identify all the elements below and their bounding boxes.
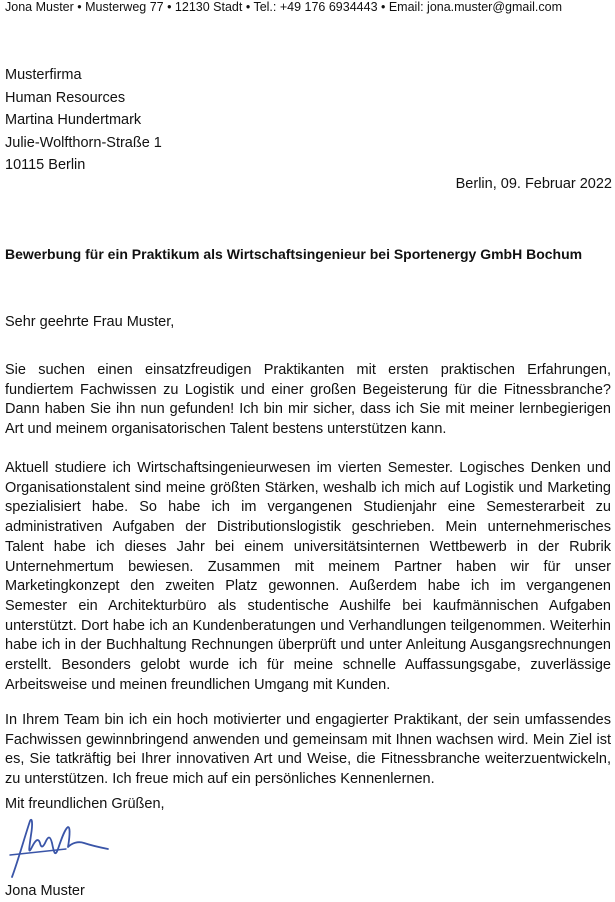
- closing: Mit freundlichen Grüßen,: [5, 796, 165, 812]
- signer-name: Jona Muster: [5, 883, 85, 899]
- body-paragraph-2: Aktuell studiere ich Wirtschaftsingenieurwesen im vierten Semester. Logisches Denken und Organisationstalent sind meine größten Stärken, weshalb ich mich auf Logistik und Marketing spezialisiert habe. So habe ich im vergangenen Studienjahr eine Semesterarbeit zu administrativen Aufgaben der Distributionslogistik geschrieben. Mein unternehmerisches Talent habe ich dieses Jahr bei einem universitätsinternen Wettbewerb in der Rubrik Unternehmertum bewiesen. Zusammen mit meinem Partner haben wir für unser Marketingkonzept den zweiten Platz gewonnen. Außerdem habe ich im vergangenen Semester ein Architekturbüro als studentische Aushilfe bei kaufmännischen Aufgaben unterstützt. Dort habe ich an Kundenberatungen und Verhandlungen teilgenommen. Weiterhin habe ich in der Buchhaltung Rechnungen überprüft und unter Anleitung Ausgangsrechnungen erstellt. Besonders gelobt wurde ich für meine schnelle Auffassungsgabe, zuverlässige Arbeitsweise und meinen freundlichen Umgang mit Kunden.: [5, 460, 611, 693]
- letter-subject: Bewerbung für ein Praktikum als Wirtschaftsingenieur bei Sportenergy GmbH Bochum: [5, 246, 583, 262]
- recipient-company: Musterfirma: [5, 67, 82, 83]
- body-paragraph-3: In Ihrem Team bin ich ein hoch motivierter und engagierter Praktikant, der sein umfassendes Fachwissen gewinnbringend anwenden und gemeinsam mit Ihnen wachsen wird. Mein Ziel ist es, Sie tatkräftig bei Ihrer innovativen Art und Weise, die Fitnessbranche weiterzuentwickeln, zu unterstützen. Ich freue mich auf ein persönliches Kennenlernen.: [5, 712, 611, 788]
- sender-line: Jona Muster • Musterweg 77 • 12130 Stadt • Tel.: +49 176 6934443 • Email: jona.muster@gmail.com: [5, 0, 562, 14]
- salutation: Sehr geehrte Frau Muster,: [5, 314, 175, 330]
- signature-stroke: [12, 820, 108, 877]
- recipient-address: [5, 64, 162, 177]
- body-paragraph-1: Sie suchen einen einsatzfreudigen Praktikanten mit ersten praktischen Erfahrungen, fundiertem Fachwissen zu Logistik und einer großen Begeisterung für die Fitnessbranche? Dann haben Sie ihn nun gefunden! Ich bin mir sicher, dass ich Sie mit meiner lernbegierigen Art und meinem organisatorischen Talent bestens unterstützen kann.: [5, 362, 611, 438]
- recipient-city: 10115 Berlin: [5, 157, 86, 174]
- recipient-street: Julie-Wolfthorn-Straße 1: [5, 134, 162, 151]
- letter-date: Berlin, 09. Februar 2022: [455, 176, 612, 192]
- recipient-contact: Martina Hundertmark: [5, 112, 142, 129]
- recipient-department: Human Resources: [5, 89, 126, 106]
- handwritten-signature: [8, 815, 118, 881]
